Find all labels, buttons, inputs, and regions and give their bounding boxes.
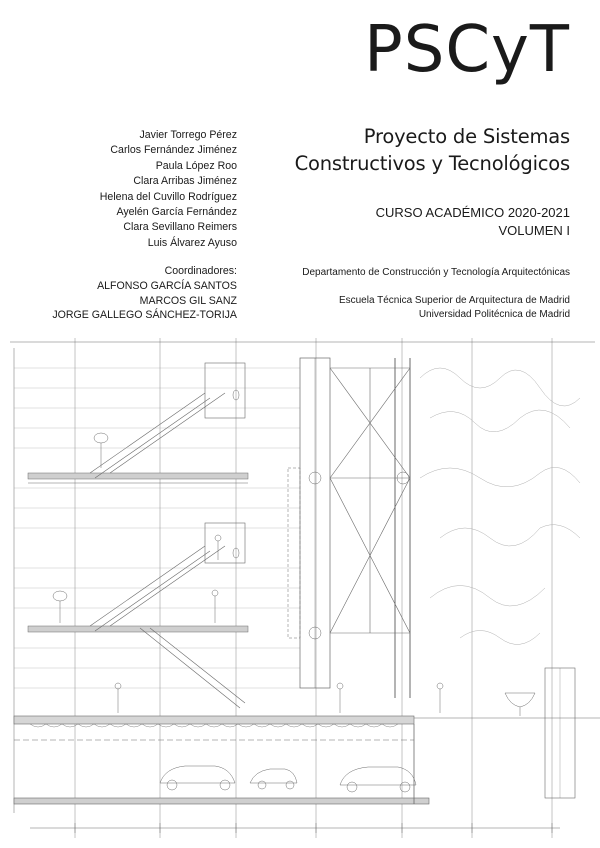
author-name: Luis Álvarez Ayuso bbox=[147, 236, 237, 249]
course-info bbox=[376, 204, 570, 239]
author-name: Helena del Cuvillo Rodríguez bbox=[99, 190, 237, 203]
coordinator-name: MARCOS GIL SANZ bbox=[139, 294, 237, 307]
coordinators-block bbox=[52, 264, 237, 323]
title-line: Proyecto de Sistemas bbox=[363, 125, 570, 148]
university-name: Universidad Politécnica de Madrid bbox=[418, 309, 570, 320]
book-title bbox=[295, 123, 570, 177]
school-info bbox=[339, 294, 570, 322]
department-name: Departamento de Construcción y Tecnología Arquitectónicas bbox=[302, 267, 570, 278]
title-line: Constructivos y Tecnológicos bbox=[294, 152, 570, 175]
coordinator-name: ALFONSO GARCÍA SANTOS bbox=[97, 279, 237, 292]
logo-title: PSCyT bbox=[364, 13, 570, 87]
author-name: Clara Sevillano Reimers bbox=[123, 221, 237, 234]
author-name: Clara Arribas Jiménez bbox=[133, 175, 237, 188]
school-name: Escuela Técnica Superior de Arquitectura de Madrid bbox=[338, 295, 570, 306]
coordinators-heading: Coordinadores: bbox=[164, 265, 237, 277]
academic-year: CURSO ACADÉMICO 2020-2021 bbox=[375, 205, 570, 220]
author-name: Ayelén García Fernández bbox=[116, 206, 237, 219]
architectural-section-drawing bbox=[0, 338, 600, 848]
author-name: Javier Torrego Pérez bbox=[139, 129, 237, 141]
coordinator-name: JORGE GALLEGO SÁNCHEZ-TORIJA bbox=[52, 309, 237, 322]
author-name: Carlos Fernández Jiménez bbox=[110, 144, 237, 157]
author-list bbox=[100, 128, 237, 251]
author-name: Paula López Roo bbox=[155, 159, 237, 172]
volume-label: VOLUMEN I bbox=[498, 222, 570, 238]
